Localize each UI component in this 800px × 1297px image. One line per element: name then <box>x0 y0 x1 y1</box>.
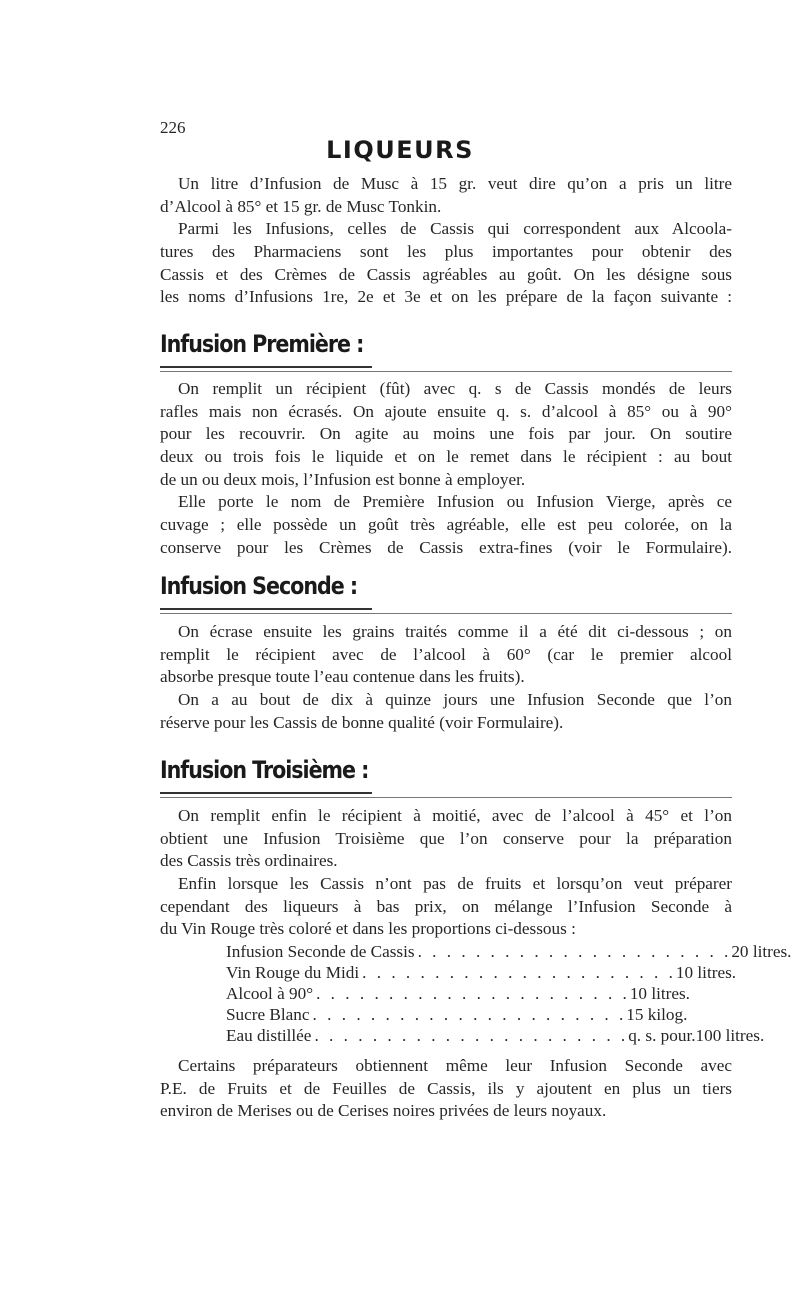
text-line: Cassis et des Crèmes de Cassis agréables au goût. On les désigne sous <box>160 264 732 284</box>
ingredient-name: Infusion Seconde de Cassis <box>226 942 415 961</box>
ingredient-amount: 15 kilog. <box>626 1005 688 1024</box>
recipe-row: Vin Rouge du Midi . . . . . . . . . . . . . . . . . . . . . . 10 litres. <box>226 963 737 982</box>
text-line: rafles mais non écrasés. On ajoute ensuite q. s. d’alcool à 85° ou à 90° <box>160 401 732 421</box>
text-line: deux ou trois fois le liquide et on le remet dans le récipient : au bout <box>160 447 732 467</box>
text-line: Certains préparateurs obtiennent même leur Infusion Seconde avec <box>178 1056 732 1075</box>
text-line: cuvage ; elle possède un goût très agréable, elle est peu colorée, on la <box>160 515 732 535</box>
text-line: les noms d’Infusions 1re, 2e et 3e et on les prépare de la façon suivante : <box>160 287 732 307</box>
ingredient-name: Sucre Blanc <box>226 1005 310 1024</box>
recipe-row: Infusion Seconde de Cassis . . . . . . . . . . . . . . . . . . . . . . 20 litres. <box>226 942 792 961</box>
ingredient-name: Eau distillée <box>226 1026 312 1045</box>
text-line: cependant des liqueurs à bas prix, on mélange l’Infusion Seconde à <box>160 896 732 916</box>
text-line: conserve pour les Crèmes de Cassis extra-fines (voir le Formulaire). <box>160 537 732 557</box>
text-line: Parmi les Infusions, celles de Cassis qui correspondent aux Alcoola- <box>178 219 732 239</box>
heading-underline <box>160 608 372 610</box>
text-line: obtient une Infusion Troisième que l’on conserve pour la préparation <box>160 828 732 848</box>
recipe-row: Eau distillée . . . . . . . . . . . . . . . . . . . . . . q. s. pour. 100 litres. <box>226 1026 765 1045</box>
section-seconde-text <box>160 621 732 734</box>
text-line: On a au bout de dix à quinze jours une Infusion Seconde que l’on <box>178 690 732 710</box>
heading-underline <box>160 792 372 794</box>
ingredient-name: Vin Rouge du Midi <box>226 963 360 982</box>
heading-underline-thin <box>160 371 732 372</box>
text-line: remplit le récipient avec de l’alcool à 60° (car le premier alcool <box>160 644 732 664</box>
text-line: environ de Merises ou de Cerises noires privées de leurs noyaux. <box>160 1101 607 1121</box>
text-line: On remplit enfin le récipient à moitié, avec de l’alcool à 45° et l’on <box>178 806 732 825</box>
text-line: Enfin lorsque les Cassis n’ont pas de fruits et lorsqu’on veut préparer <box>178 874 732 894</box>
heading-underline-thin <box>160 613 732 614</box>
text-line: On écrase ensuite les grains traités comme il a été dit ci-dessous ; on <box>178 622 732 641</box>
heading-underline <box>160 366 372 368</box>
text-line: P.E. de Fruits et de Feuilles de Cassis, ils y ajoutent en plus un tiers <box>160 1078 732 1098</box>
text-line: Elle porte le nom de Première Infusion ou Infusion Vierge, après ce <box>178 492 732 512</box>
section-heading-premiere: Infusion Première : <box>160 330 364 358</box>
heading-underline-thin <box>160 797 732 798</box>
text-line: tures des Pharmaciens sont les plus importantes pour obtenir des <box>160 242 732 262</box>
intro-paragraph <box>160 173 732 309</box>
section-heading-seconde: Infusion Seconde : <box>160 572 358 600</box>
text-line: On remplit un récipient (fût) avec q. s de Cassis mondés de leurs <box>178 379 732 398</box>
ingredient-amount: 100 litres. <box>695 1026 765 1045</box>
text-line: Un litre d’Infusion de Musc à 15 gr. veut dire qu’on a pris un litre <box>178 174 732 193</box>
running-head: LIQUEURS <box>326 136 474 164</box>
text-line: réserve pour les Cassis de bonne qualité (voir Formulaire). <box>160 712 564 732</box>
ingredient-name: Alcool à 90° <box>226 984 314 1003</box>
text-line: absorbe presque toute l’eau contenue dans les fruits). <box>160 667 525 687</box>
section-premiere-text <box>160 378 732 560</box>
section-heading-troisieme: Infusion Troisième : <box>160 756 369 784</box>
page-number: 226 <box>160 118 186 137</box>
recipe-table <box>226 941 792 1046</box>
ingredient-qualifier: q. s. pour. <box>628 1026 696 1045</box>
text-line: des Cassis très ordinaires. <box>160 851 338 871</box>
closing-paragraph <box>160 1055 732 1123</box>
text-line: du Vin Rouge très coloré et dans les proportions ci-dessous : <box>160 919 576 939</box>
ingredient-amount: 10 litres. <box>629 984 690 1003</box>
text-line: de un ou deux mois, l’Infusion est bonne à employer. <box>160 469 526 489</box>
ingredient-amount: 20 litres. <box>731 942 792 961</box>
recipe-row: Sucre Blanc . . . . . . . . . . . . . . . . . . . . . . 15 kilog. <box>226 1005 688 1024</box>
recipe-row: Alcool à 90° . . . . . . . . . . . . . . . . . . . . . . 10 litres. <box>226 984 690 1003</box>
ingredient-amount: 10 litres. <box>675 963 737 982</box>
text-line: pour les recouvrir. On agite au moins une fois par jour. On soutire <box>160 424 732 444</box>
section-troisieme-text <box>160 805 732 941</box>
text-line: d’Alcool à 85° et 15 gr. de Musc Tonkin. <box>160 196 442 216</box>
